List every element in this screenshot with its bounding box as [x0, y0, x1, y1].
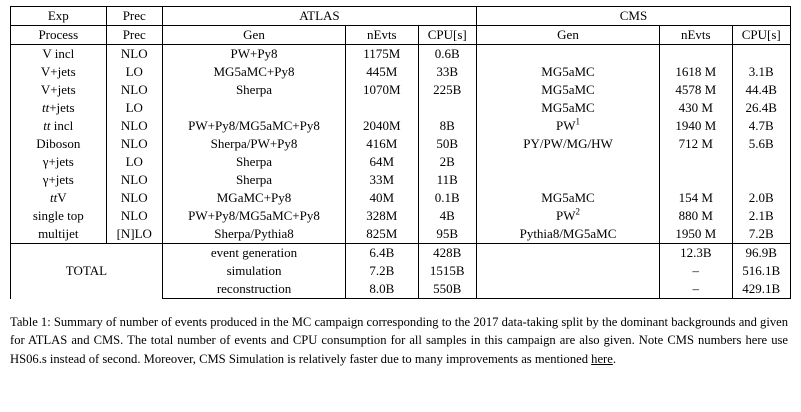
total-stage: simulation — [162, 262, 345, 280]
cell-cms-gen: MG5aMC — [476, 63, 659, 81]
cell-cms-cpu: 2.1B — [732, 207, 790, 225]
cell-process: V incl — [11, 45, 107, 64]
process-suffix: V — [57, 190, 67, 205]
cell-cms-nevts — [660, 45, 732, 64]
cell-cms-nevts: 4578 M — [660, 81, 732, 99]
cell-process: γ+jets — [11, 171, 107, 189]
caption-link[interactable]: here — [591, 351, 613, 366]
cell-process: multijet — [11, 225, 107, 244]
group-header-atlas: ATLAS — [162, 7, 476, 26]
cms-gen-label: PW — [556, 118, 576, 133]
table-group-header-row — [11, 7, 791, 26]
cell-atlas-gen: MGaMC+Py8 — [162, 189, 345, 207]
cell-cms-nevts — [660, 171, 732, 189]
total-cms-nevts: – — [660, 280, 732, 299]
ttbar-symbol: tt — [49, 190, 58, 205]
total-cms-cpu: 429.1B — [732, 280, 790, 299]
cell-atlas-gen — [162, 99, 345, 117]
cell-process: Diboson — [11, 135, 107, 153]
table-row — [11, 171, 791, 189]
cell-atlas-cpu: 8B — [418, 117, 476, 135]
cell-atlas-nevts: 445M — [346, 63, 418, 81]
table-caption — [10, 313, 788, 368]
cell-atlas-nevts: 416M — [346, 135, 418, 153]
cell-atlas-gen: Sherpa — [162, 81, 345, 99]
cell-atlas-gen: PW+Py8 — [162, 45, 345, 64]
cell-cms-nevts — [660, 153, 732, 171]
cell-atlas-nevts: 328M — [346, 207, 418, 225]
cell-prec: NLO — [106, 45, 162, 64]
total-cms-nevts: 12.3B — [660, 244, 732, 263]
col-header-process: Process — [11, 26, 107, 45]
cell-process: V+jets — [11, 63, 107, 81]
cell-process — [11, 99, 107, 117]
caption-label: Table 1: — [10, 315, 51, 329]
cell-atlas-gen: PW+Py8/MG5aMC+Py8 — [162, 207, 345, 225]
cell-prec: LO — [106, 153, 162, 171]
cell-cms-gen: Pythia8/MG5aMC — [476, 225, 659, 244]
cell-atlas-gen: Sherpa/Pythia8 — [162, 225, 345, 244]
cell-prec: LO — [106, 99, 162, 117]
cell-atlas-cpu: 33B — [418, 63, 476, 81]
cell-cms-gen — [476, 117, 659, 135]
cell-atlas-nevts: 64M — [346, 153, 418, 171]
cell-cms-nevts: 1618 M — [660, 63, 732, 81]
total-cms-gen-empty — [476, 280, 659, 299]
cell-atlas-nevts: 1175M — [346, 45, 418, 64]
total-atlas-nevts: 8.0B — [346, 280, 418, 299]
cms-gen-label: PW — [556, 208, 576, 223]
table-row — [11, 63, 791, 81]
cell-atlas-cpu: 11B — [418, 171, 476, 189]
cell-cms-gen — [476, 207, 659, 225]
table-row — [11, 45, 791, 64]
cell-prec: NLO — [106, 171, 162, 189]
cell-process: V+jets — [11, 81, 107, 99]
table-row — [11, 81, 791, 99]
total-label: TOTAL — [11, 244, 163, 299]
cell-cms-nevts: 1950 M — [660, 225, 732, 244]
table-column-header-row — [11, 26, 791, 45]
cell-prec: NLO — [106, 81, 162, 99]
total-stage: event generation — [162, 244, 345, 263]
cell-cms-cpu — [732, 171, 790, 189]
cell-cms-gen: MG5aMC — [476, 81, 659, 99]
cell-prec: NLO — [106, 135, 162, 153]
group-header-prec: Prec — [106, 7, 162, 26]
cell-atlas-nevts: 1070M — [346, 81, 418, 99]
process-suffix: +jets — [49, 100, 75, 115]
cell-cms-gen: PY/PW/MG/HW — [476, 135, 659, 153]
cell-cms-cpu: 5.6B — [732, 135, 790, 153]
cell-cms-gen: MG5aMC — [476, 99, 659, 117]
cell-atlas-nevts — [346, 99, 418, 117]
cell-atlas-nevts: 40M — [346, 189, 418, 207]
col-header-atlas-cpu: CPU[s] — [418, 26, 476, 45]
cell-cms-cpu: 26.4B — [732, 99, 790, 117]
cell-cms-cpu: 7.2B — [732, 225, 790, 244]
caption-text-part2: . — [612, 351, 616, 366]
ttbar-symbol: tt — [43, 118, 51, 133]
table-row — [11, 153, 791, 171]
caption-text-part1: Summary of number of events produced in the MC campaign corresponding to the 2017 data-taking split by the dominant backgrounds and given for ATLAS and CMS. The total number of events and CPU consumption for all samples in this campaign are also given. Note CMS numbers here use HS06.s instead of second. Moreover, CMS Simulation is relatively faster due to many improvements as mentioned — [10, 315, 789, 366]
mc-campaign-table — [10, 6, 791, 299]
cell-cms-cpu: 3.1B — [732, 63, 790, 81]
cell-atlas-nevts: 825M — [346, 225, 418, 244]
footnote-marker: 2 — [575, 207, 580, 217]
cell-cms-cpu: 4.7B — [732, 117, 790, 135]
cell-cms-gen — [476, 171, 659, 189]
total-atlas-cpu: 1515B — [418, 262, 476, 280]
table-row — [11, 135, 791, 153]
cell-cms-cpu: 2.0B — [732, 189, 790, 207]
cell-atlas-cpu: 50B — [418, 135, 476, 153]
group-header-cms: CMS — [476, 7, 790, 26]
total-cms-gen-empty — [476, 262, 659, 280]
total-cms-cpu: 516.1B — [732, 262, 790, 280]
table-row — [11, 117, 791, 135]
ttbar-symbol: tt — [41, 100, 50, 115]
cell-cms-cpu: 44.4B — [732, 81, 790, 99]
col-header-cms-gen: Gen — [476, 26, 659, 45]
cell-cms-nevts: 430 M — [660, 99, 732, 117]
cell-atlas-nevts: 33M — [346, 171, 418, 189]
col-header-atlas-gen: Gen — [162, 26, 345, 45]
col-header-prec: Prec — [106, 26, 162, 45]
total-cms-gen-empty — [476, 244, 659, 263]
cell-atlas-gen: Sherpa/PW+Py8 — [162, 135, 345, 153]
total-stage: reconstruction — [162, 280, 345, 299]
process-suffix: incl — [50, 118, 74, 133]
table-row — [11, 99, 791, 117]
cell-atlas-cpu: 225B — [418, 81, 476, 99]
cell-process: γ+jets — [11, 153, 107, 171]
total-row-event-generation — [11, 244, 791, 263]
cell-atlas-cpu — [418, 99, 476, 117]
cell-cms-nevts: 880 M — [660, 207, 732, 225]
cell-process — [11, 189, 107, 207]
cell-atlas-gen: Sherpa — [162, 171, 345, 189]
cell-cms-cpu — [732, 153, 790, 171]
total-cms-nevts: – — [660, 262, 732, 280]
cell-atlas-nevts: 2040M — [346, 117, 418, 135]
total-cms-cpu: 96.9B — [732, 244, 790, 263]
cell-cms-nevts: 1940 M — [660, 117, 732, 135]
total-atlas-nevts: 6.4B — [346, 244, 418, 263]
cell-prec: NLO — [106, 117, 162, 135]
cell-prec: NLO — [106, 207, 162, 225]
footnote-marker: 1 — [575, 117, 580, 127]
cell-atlas-cpu: 0.1B — [418, 189, 476, 207]
cell-cms-gen: MG5aMC — [476, 189, 659, 207]
total-atlas-nevts: 7.2B — [346, 262, 418, 280]
col-header-cms-nevts: nEvts — [660, 26, 732, 45]
table-row — [11, 189, 791, 207]
cell-process: single top — [11, 207, 107, 225]
cell-atlas-gen: PW+Py8/MG5aMC+Py8 — [162, 117, 345, 135]
cell-cms-nevts: 712 M — [660, 135, 732, 153]
cell-process — [11, 117, 107, 135]
table-row — [11, 207, 791, 225]
cell-atlas-cpu: 95B — [418, 225, 476, 244]
cell-cms-cpu — [732, 45, 790, 64]
cell-cms-gen — [476, 153, 659, 171]
cell-cms-nevts: 154 M — [660, 189, 732, 207]
cell-atlas-cpu: 0.6B — [418, 45, 476, 64]
total-atlas-cpu: 428B — [418, 244, 476, 263]
total-atlas-cpu: 550B — [418, 280, 476, 299]
col-header-cms-cpu: CPU[s] — [732, 26, 790, 45]
cell-prec: [N]LO — [106, 225, 162, 244]
col-header-atlas-nevts: nEvts — [346, 26, 418, 45]
cell-atlas-gen: Sherpa — [162, 153, 345, 171]
cell-atlas-cpu: 4B — [418, 207, 476, 225]
cell-prec: LO — [106, 63, 162, 81]
table-row — [11, 225, 791, 244]
cell-prec: NLO — [106, 189, 162, 207]
cell-atlas-cpu: 2B — [418, 153, 476, 171]
cell-cms-gen — [476, 45, 659, 64]
cell-atlas-gen: MG5aMC+Py8 — [162, 63, 345, 81]
group-header-exp: Exp — [11, 7, 107, 26]
